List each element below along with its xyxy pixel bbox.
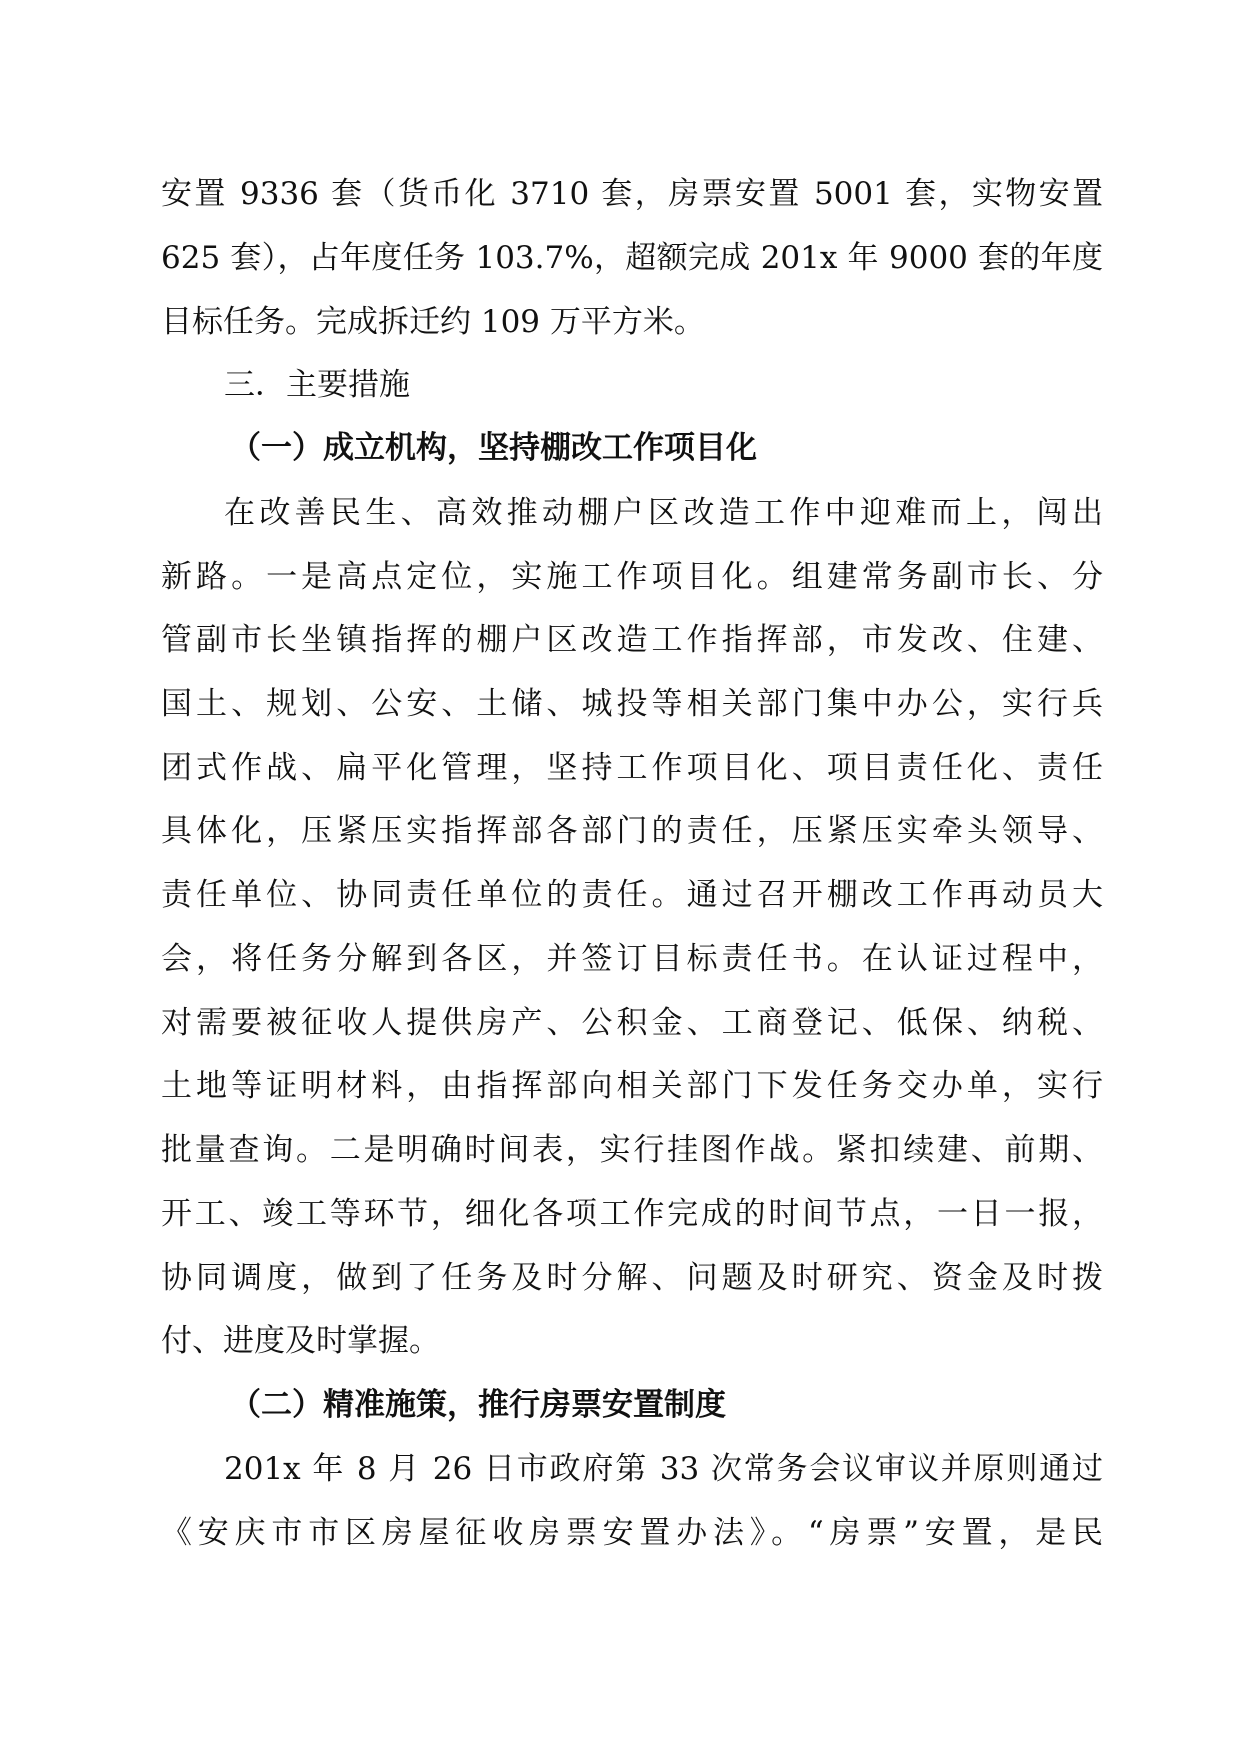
body-text-line: 625 套），占年度任务 103.7%，超额完成 201x 年 9000 套的年度 bbox=[161, 240, 1103, 276]
body-text-line: 对需要被征收人提供房产、公积金、工商登记、低保、纳税、 bbox=[161, 1005, 1103, 1041]
body-text-line: 目标任务。完成拆迁约 109 万平方米。 bbox=[161, 304, 705, 340]
body-text-line: 责任单位、协同责任单位的责任。通过召开棚改工作再动员大 bbox=[161, 877, 1103, 913]
body-text-line: 批量查询。二是明确时间表，实行挂图作战。紧扣续建、前期、 bbox=[161, 1132, 1103, 1168]
body-text-line: 管副市长坐镇指挥的棚户区改造工作指挥部，市发改、住建、 bbox=[161, 622, 1103, 658]
body-text-line: 协同调度，做到了任务及时分解、问题及时研究、资金及时拨 bbox=[161, 1260, 1103, 1296]
body-text-line: 团式作战、扁平化管理，坚持工作项目化、项目责任化、责任 bbox=[161, 750, 1103, 786]
body-text-line: 会，将任务分解到各区，并签订目标责任书。在认证过程中， bbox=[161, 941, 1103, 977]
body-text-line: 付、进度及时掌握。 bbox=[161, 1323, 440, 1359]
body-text-line: 201x 年 8 月 26 日市政府第 33 次常务会议审议并原则通过 bbox=[224, 1451, 1103, 1487]
body-text-line: 国土、规划、公安、土储、城投等相关部门集中办公，实行兵 bbox=[161, 686, 1103, 722]
subsection-heading: （一）成立机构，坚持棚改工作项目化 bbox=[230, 430, 757, 466]
body-text-line: 《安庆市市区房屋征收房票安置办法》。“房票”安置，是民 bbox=[161, 1515, 1103, 1551]
body-text-line: 开工、竣工等环节，细化各项工作完成的时间节点，一日一报， bbox=[161, 1196, 1103, 1232]
subsection-heading: （二）精准施策，推行房票安置制度 bbox=[230, 1387, 726, 1423]
section-heading: 三．主要措施 bbox=[224, 367, 410, 403]
body-text-line: 安置 9336 套（货币化 3710 套，房票安置 5001 套，实物安置 bbox=[161, 176, 1103, 212]
body-text-line: 具体化，压紧压实指挥部各部门的责任，压紧压实牵头领导、 bbox=[161, 813, 1103, 849]
body-text-line: 在改善民生、高效推动棚户区改造工作中迎难而上，闯出 bbox=[224, 495, 1103, 531]
body-text-line: 新路。一是高点定位，实施工作项目化。组建常务副市长、分 bbox=[161, 559, 1103, 595]
body-text-line: 土地等证明材料，由指挥部向相关部门下发任务交办单，实行 bbox=[161, 1068, 1103, 1104]
